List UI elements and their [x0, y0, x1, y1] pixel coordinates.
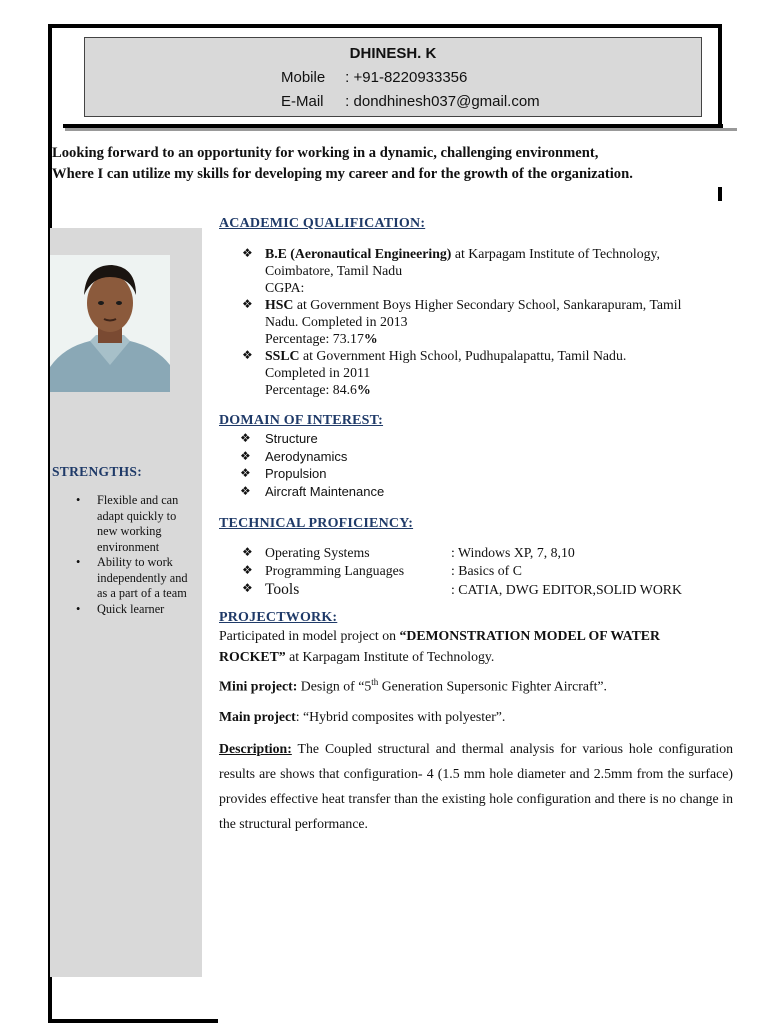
be-institute: at Karpagam Institute of Technology, [451, 246, 661, 261]
hsc-school: at Government Boys Higher Secondary School, Sankarapuram, Tamil [293, 297, 682, 312]
project-heading: PROJECTWORK: [219, 610, 338, 625]
profile-photo-graphic [50, 255, 170, 392]
email-label: E-Mail [281, 93, 324, 110]
technical-list [242, 545, 734, 599]
top-border-line [48, 24, 722, 28]
mobile-value: : +91-8220933356 [345, 69, 468, 86]
main-project-label: Main project [219, 709, 296, 724]
technical-heading: TECHNICAL PROFICIENCY: [219, 516, 414, 531]
description-text: The Coupled structural and thermal analysis for various hole configuration results are shows that configuration- 4 (1.5 mm hole diameter and 2.5mm from the surface) provides effective heat transfer than the existing hole configuration and there is no change in the structural performance. [219, 741, 733, 831]
strength-item: • Flexible and can adapt quickly to new working environment [76, 493, 198, 555]
tech-row-languages: ❖ Programming Languages : Basics of C [242, 563, 522, 578]
mobile-line [281, 69, 467, 86]
diamond-bullet-icon: ❖ [240, 448, 251, 463]
sslc-completed: Completed in 2011 [265, 365, 371, 380]
right-border-line [718, 24, 722, 130]
qualification-be [242, 245, 734, 296]
domain-heading: DOMAIN OF INTEREST: [219, 413, 384, 428]
objective-line-2: Where I can utilize my skills for developing my career and for the growth of the organization. [52, 166, 633, 182]
tech-row-os: ❖ Operating Systems : Windows XP, 7, 8,10 [242, 545, 575, 560]
academic-heading: ACADEMIC QUALIFICATION: [219, 216, 426, 231]
domain-item: ❖ Aerodynamics [240, 448, 348, 464]
academic-list [242, 245, 734, 398]
project-participation: Participated in model project on “DEMONSTRATION MODEL OF WATER ROCKET” at Karpagam Institute of Technology. [219, 628, 660, 664]
project-title: “DEMONSTRATION MODEL OF WATER [399, 628, 660, 643]
diamond-bullet-icon: ❖ [240, 466, 251, 480]
be-degree: B.E (Aeronautical Engineering) [265, 246, 452, 261]
sslc-percent-sign: % [356, 382, 371, 397]
be-location: Coimbatore, Tamil Nadu [265, 263, 403, 278]
email-value[interactable]: : dondhinesh037@gmail.com [345, 93, 540, 110]
header-box [84, 37, 702, 117]
diamond-bullet-icon: ❖ [240, 431, 251, 445]
diamond-bullet-icon: ❖ [240, 483, 251, 498]
mobile-label: Mobile [281, 69, 326, 86]
sslc-percentage: Percentage: 84.6 [265, 382, 357, 397]
hsc-label: HSC [265, 297, 294, 312]
diamond-bullet-icon: ❖ [242, 581, 253, 595]
domain-item: ❖ Propulsion [240, 466, 327, 481]
profile-photo [50, 255, 170, 392]
header-bottom-shadow [65, 128, 737, 131]
mini-project: Mini project: Design of “5th Generation Supersonic Fighter Aircraft”. [219, 677, 607, 694]
hsc-percentage: Percentage: 73.17 [265, 331, 364, 346]
sslc-school: at Government High School, Pudhupalapattu, Tamil Nadu. [299, 348, 627, 363]
objective-line-1: Looking forward to an opportunity for working in a dynamic, challenging environment, [52, 145, 599, 161]
strength-item: • Quick learner [76, 602, 198, 618]
domain-item: ❖ Structure [240, 431, 318, 446]
mini-project-label: Mini project: [219, 678, 298, 694]
strength-item: • Ability to work independently and as a part of a team [76, 555, 198, 602]
project-description [219, 736, 733, 836]
diamond-bullet-icon: ❖ [242, 545, 253, 559]
bottom-border-line [48, 1019, 218, 1023]
diamond-bullet-icon: ❖ [242, 297, 253, 311]
project-title-cont: ROCKET” [219, 648, 286, 664]
objective [52, 143, 742, 185]
main-project: Main project: “Hybrid composites with polyester”. [219, 709, 506, 724]
right-border-stub [718, 187, 722, 201]
email-line [281, 93, 540, 110]
strengths-heading: STRENGTHS: [52, 464, 143, 479]
candidate-name: DHINESH. K [349, 45, 437, 62]
domain-list [240, 430, 384, 500]
hsc-percent-sign: % [363, 331, 378, 346]
be-cgpa: CGPA: [265, 280, 305, 295]
description-label: Description: [219, 741, 292, 756]
diamond-bullet-icon: ❖ [242, 246, 253, 260]
qualification-sslc [242, 347, 734, 398]
hsc-completed: Nadu. Completed in 2013 [265, 314, 408, 329]
sslc-label: SSLC [265, 348, 300, 363]
strengths-list [76, 493, 198, 617]
qualification-hsc [242, 296, 734, 347]
domain-item: ❖ Aircraft Maintenance [240, 483, 385, 499]
tech-row-tools: ❖ Tools : CATIA, DWG EDITOR,SOLID WORK [242, 581, 682, 598]
diamond-bullet-icon: ❖ [242, 348, 253, 362]
diamond-bullet-icon: ❖ [242, 563, 253, 577]
